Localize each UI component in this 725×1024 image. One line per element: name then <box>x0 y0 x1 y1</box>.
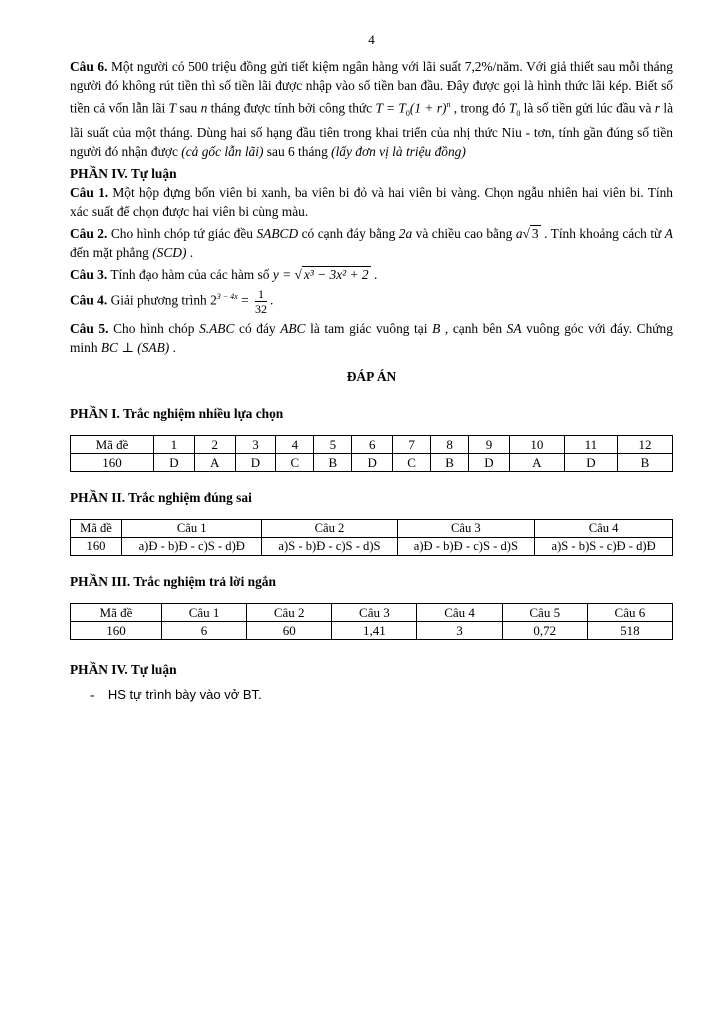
text: Tính đạo hàm của các hàm số <box>107 267 273 283</box>
text: , trong đó <box>450 100 509 116</box>
table-cell: D <box>235 454 276 472</box>
text: Giải phương trình <box>107 292 211 308</box>
math: = <box>237 292 252 308</box>
math: 3 − 4x <box>216 292 238 302</box>
question-label: Câu 3. <box>70 267 108 283</box>
table-cell: 160 <box>71 538 122 556</box>
table-cell: 2 <box>194 436 235 454</box>
table-cell: Câu 1 <box>161 604 246 622</box>
text: sau 6 tháng <box>263 144 332 160</box>
table-cell: 60 <box>247 622 332 640</box>
math: SABCD <box>256 226 299 242</box>
math: ABC <box>280 321 306 337</box>
question-label: Câu 5. <box>70 321 109 337</box>
table-header-row <box>71 436 673 454</box>
table-cell: D <box>469 454 510 472</box>
text: đến mặt phẳng <box>70 245 153 261</box>
question-label: Câu 4. <box>70 292 108 308</box>
text: là số tiền gửi lúc đầu và <box>520 100 655 116</box>
text: (lấy đơn vị là triệu đồng) <box>331 144 466 160</box>
text: Cho hình chóp tứ giác đều <box>107 226 257 242</box>
table-cell: 9 <box>469 436 510 454</box>
table-cell: Mã đề <box>71 520 122 538</box>
part-3-heading: PHẦN III. Trắc nghiệm trả lời ngắn <box>70 574 276 590</box>
math: n <box>446 100 451 109</box>
table-cell: Câu 3 <box>397 520 535 538</box>
text: sau <box>176 100 201 116</box>
math: T <box>508 100 517 116</box>
table-cell: D <box>154 454 195 472</box>
math: SA <box>506 321 522 337</box>
math: y = <box>272 267 295 283</box>
question-label: Câu 6. <box>70 59 108 74</box>
table-cell: D <box>564 454 617 472</box>
table-cell: 10 <box>509 436 564 454</box>
text: là tam giác vuông tại <box>305 321 433 337</box>
text: có cạnh đáy bằng <box>298 226 399 242</box>
math: a <box>515 226 523 242</box>
math: x³ − 3x² + 2 <box>303 267 369 283</box>
table-cell: a)S - b)Đ - c)S - d)S <box>262 538 397 556</box>
table-cell: 3 <box>235 436 276 454</box>
table-cell: a)Đ - b)Đ - c)S - d)Đ <box>122 538 262 556</box>
answer-title: ĐÁP ÁN <box>346 369 397 385</box>
table-cell: a)Đ - b)Đ - c)S - d)S <box>397 538 535 556</box>
denominator: 32 <box>254 302 267 317</box>
math: T <box>168 100 177 116</box>
table-cell: C <box>393 454 431 472</box>
math: (1 + r) <box>409 100 447 116</box>
math: T = T <box>375 100 406 116</box>
table-cell: 518 <box>587 622 672 640</box>
math: 2a <box>398 226 413 242</box>
math: 0 <box>405 109 410 119</box>
math: B <box>432 321 441 337</box>
table-cell: Câu 4 <box>535 520 673 538</box>
math: 3 <box>531 226 539 242</box>
table-cell: 6 <box>161 622 246 640</box>
bullet: - <box>90 687 95 703</box>
list-item-text: HS tự trình bày vào vở BT. <box>107 687 262 703</box>
table-cell: Mã đề <box>71 436 154 454</box>
text: , cạnh bên <box>440 321 507 337</box>
table-cell: 1,41 <box>332 622 417 640</box>
math: 0 <box>516 109 521 119</box>
essay-question-4 <box>70 287 673 316</box>
question-label: Câu 2. <box>70 226 108 242</box>
math: BC ⊥ (SAB) <box>100 340 170 356</box>
text: và chiều cao bằng <box>412 226 516 242</box>
table-cell: 1 <box>154 436 195 454</box>
table-cell: 11 <box>564 436 617 454</box>
table-cell: 4 <box>276 436 314 454</box>
page-number: 4 <box>368 32 375 47</box>
essay-question-3: Câu 3. Tính đạo hàm của các hàm số y = √ x³ − 3x² + 2 . <box>70 267 378 283</box>
essay-question-1 <box>70 183 673 221</box>
part-2-heading: PHẦN II. Trắc nghiệm đúng sai <box>70 490 252 506</box>
table-cell: C <box>276 454 314 472</box>
part-1-heading: PHẦN I. Trắc nghiệm nhiều lựa chọn <box>70 406 284 422</box>
table-cell: 8 <box>431 436 469 454</box>
part-4-answer-heading: PHẦN IV. Tự luận <box>70 662 177 678</box>
table-cell: Câu 5 <box>502 604 587 622</box>
table-cell: A <box>194 454 235 472</box>
math: A <box>664 226 673 242</box>
table-row <box>71 538 673 556</box>
text: Một hộp đựng bốn viên bi xanh, ba viên bi đỏ và hai viên bi vàng. Chọn ngẫu nhiên hai viên bi. Tính xác suất để chọn được hai viên bi cùng màu. <box>70 185 673 220</box>
table-cell: D <box>352 454 393 472</box>
table-cell: 12 <box>617 436 672 454</box>
table-cell: 0,72 <box>502 622 587 640</box>
table-cell: Câu 4 <box>417 604 502 622</box>
question-6 <box>70 57 673 161</box>
table-cell: B <box>617 454 672 472</box>
table-cell: Câu 1 <box>122 520 262 538</box>
text: (cả gốc lẫn lãi) <box>181 144 264 160</box>
part-2-answer-table <box>70 519 673 556</box>
list-item <box>90 685 673 704</box>
text: . <box>370 267 378 283</box>
table-header-row <box>71 520 673 538</box>
essay-question-5 <box>70 319 673 357</box>
math: S.ABC <box>199 321 235 337</box>
table-cell: A <box>509 454 564 472</box>
text: Một người có 500 triệu đồng gửi tiết kiệm ngân hàng với lãi suất 7,2%/năm. Với giả thiết sau mỗi tháng người đó không rút tiền thì số tiền lãi được nhập vào số tiền ban đầu. Đây được gọi là hình thức lãi kép. Biết số tiền cả vốn lẫn lãi <box>70 59 673 116</box>
table-cell: Câu 2 <box>247 604 332 622</box>
text: . <box>169 340 176 356</box>
text: . <box>186 245 194 261</box>
text: tháng được tính bởi công thức <box>207 100 376 116</box>
text: là lãi suất của một tháng. Dùng hai số hạng đầu tiên trong khai triển của nhị thức Niu - tơn, tính gần đúng số tiền người đó nhận được <box>70 100 674 160</box>
table-cell: B <box>431 454 469 472</box>
fraction <box>255 287 267 316</box>
text: vuông góc với đáy. Chứng minh <box>70 321 673 356</box>
text: . Tính khoảng cách từ <box>540 226 665 242</box>
math: r <box>654 100 660 116</box>
part-3-answer-table <box>70 603 673 640</box>
part-4-heading: PHẦN IV. Tự luận <box>70 166 177 182</box>
text: Cho hình chóp <box>108 321 200 337</box>
table-cell: 6 <box>352 436 393 454</box>
document-page <box>70 30 673 704</box>
table-cell: Câu 3 <box>332 604 417 622</box>
essay-question-2: Câu 2. Cho hình chóp tứ giác đều SABCD có cạnh đáy bằng 2a và chiều cao bằng a√ 3 . Tính khoảng cách từ A đến mặt phẳng (SCD) . <box>70 226 673 261</box>
table-cell: Câu 2 <box>262 520 397 538</box>
table-cell: a)S - b)S - c)Đ - d)Đ <box>535 538 673 556</box>
math: n <box>200 100 208 116</box>
table-row <box>71 454 673 472</box>
math: 2 <box>210 292 217 308</box>
table-row <box>71 622 673 640</box>
part-1-answer-table <box>70 435 673 472</box>
table-cell: 160 <box>71 622 162 640</box>
table-cell: 7 <box>393 436 431 454</box>
table-cell: 5 <box>314 436 352 454</box>
text: có đáy <box>234 321 281 337</box>
question-label: Câu 1. <box>70 185 109 201</box>
table-cell: 160 <box>71 454 154 472</box>
table-header-row <box>71 604 673 622</box>
text: . <box>269 292 274 308</box>
numerator: 1 <box>255 287 267 302</box>
math: (SCD) <box>152 245 187 261</box>
table-cell: B <box>314 454 352 472</box>
table-cell: 3 <box>417 622 502 640</box>
table-cell: Câu 6 <box>587 604 672 622</box>
table-cell: Mã đề <box>71 604 162 622</box>
